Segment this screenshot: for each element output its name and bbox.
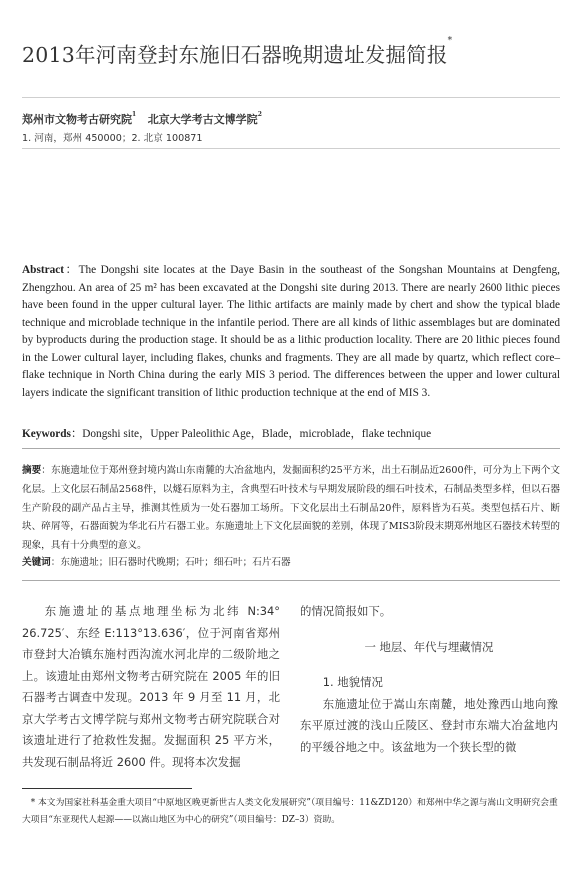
- author-affiliations: [22, 111, 262, 127]
- title-divider: [22, 97, 560, 98]
- subsection-heading: 1. 地貌情况: [322, 675, 383, 689]
- footnote-divider: [22, 788, 192, 789]
- english-abstract-text: ：The Dongshi site locates at the Daye Basin in the southeast of the Songshan Mountains at Dengfeng, Zhengzhou. An area of 25 m² has been excavated at the Dongshi site during 2013. There are nearly 2600 lithic pieces have been found in the upper cultural layer. The lithic artifacts are mainly made by chert and show the typical blade technique and microblade technique in the infantile period. There are all kinds of lithic assemblages but are dominated by byproducts during the production stage. It should be as a lithic production locality. There are 20 lithic pieces found in the Lower cultural layer, including flakes, chunks and fragments. They are all made by quartz, which reflect core–flake technique in North China during the early MIS 3 period. The differences between the upper and lower cultural layers indicate the significant transition of lithic production technique at the end of MIS 3.: [22, 264, 560, 399]
- affiliation-1: 郑州市文物考古研究院: [22, 113, 132, 126]
- body-paragraph: 东施遗址的基点地理坐标为北纬 N:34° 26.725′、东经 E:113°13.636′，位于河南省郑州市登封大冶镇东施村西沟流水河北岸的二级阶地之上。该遗址由郑州文物考古研究院在 2005 年的旧石器考古调查中发现。2013 年 9 月至 11 月，北京大学考古文博学院与郑州文物考古研究院联合对该遗址进行了抢救性发掘。发掘面积 25 平方米，共发现石制品将近 2600 件。现将本次发掘: [22, 604, 280, 769]
- body-right-column: [300, 601, 558, 758]
- english-keywords-text: ：Dongshi site，Upper Paleolithic Age，Blade，microblade，flake technique: [70, 428, 432, 440]
- chinese-abstract: [22, 462, 560, 556]
- chinese-abstract-text: ：东施遗址位于郑州登封境内嵩山东南麓的大冶盆地内，发掘面积约25平方米，出土石制品近2600件，可分为上下两个文化层。上文化层石制品2568件，以燧石原料为主，含典型石叶技术与早期发展阶段的细石叶技术，石制品类型多样，但以石器生产阶段的副产品占主导，推测其性质为一处石器加工场所。下文化层出土石制品20件，原料皆为石英。类型包括石片、断块、碎屑等，石器面貌为华北石片石器工业。东施遗址上下文化层面貌的差别，体现了MIS3阶段末期郑州地区石器技术转型的现象，具有十分典型的意义。: [22, 465, 561, 552]
- funding-footnote: * 本文为国家社科基金重大项目“中原地区晚更新世古人类文化发展研究”（项目编号：11&ZD120）和郑州中华之源与嵩山文明研究会重大项目“东亚现代人起源——以嵩山地区为中心的研究”（项目编号：DZ–3）资助。: [22, 798, 558, 825]
- body-paragraph: 东施遗址位于嵩山东南麓，地处豫西山地向豫东平原过渡的浅山丘陵区、登封市东端大冶盆地内的平缓谷地之中。该盆地为一个狭长型的微: [300, 696, 558, 754]
- chinese-keywords: [22, 554, 291, 568]
- affiliation-addresses: 1. 河南，郑州 450000；2. 北京 100871: [22, 133, 203, 144]
- affiliation-2: 北京大学考古文博学院: [147, 113, 258, 126]
- title-footnote-mark: *: [447, 36, 453, 46]
- keywords-divider: [22, 580, 560, 581]
- english-abstract: [22, 262, 560, 402]
- affiliation-2-mark: 2: [257, 111, 262, 118]
- english-keywords: [22, 425, 560, 441]
- english-abstract-label: Abstract: [22, 264, 65, 276]
- title-text: 2013年河南登封东施旧石器晚期遗址发掘简报: [22, 43, 448, 67]
- affiliation-1-mark: 1: [132, 111, 137, 118]
- chinese-abstract-label: 摘要: [22, 465, 42, 476]
- chinese-keywords-text: ：东施遗址；旧石器时代晚期；石叶；细石叶；石片石器: [50, 557, 291, 568]
- chinese-keywords-label: 关键词: [22, 557, 51, 568]
- section-heading: 一 地层、年代与埋藏情况: [364, 639, 494, 654]
- body-left-column: [22, 601, 280, 773]
- abstract-divider: [22, 448, 560, 449]
- article-title: [22, 38, 562, 68]
- english-keywords-label: Keywords: [22, 428, 71, 440]
- body-paragraph-continuation: 的情况简报如下。: [300, 604, 392, 618]
- affiliation-divider: [22, 148, 560, 149]
